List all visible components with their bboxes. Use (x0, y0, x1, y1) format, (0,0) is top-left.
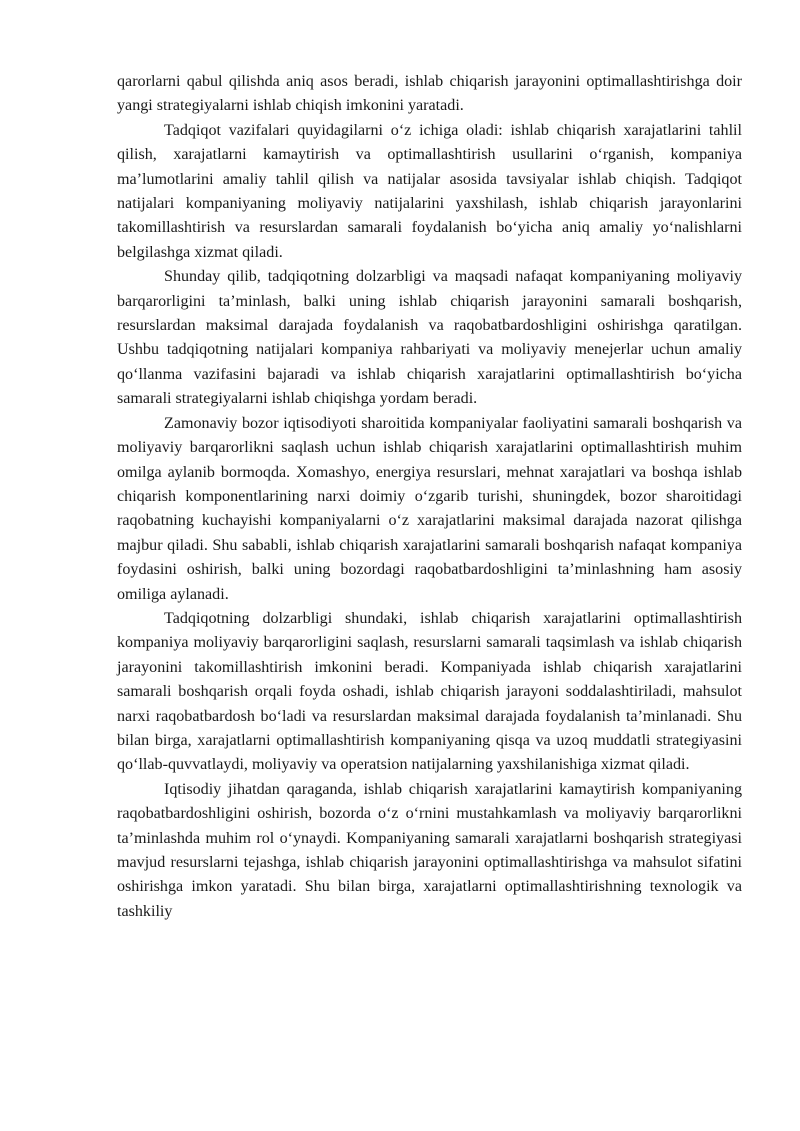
paragraph-5: Tadqiqotning dolzarbligi shundaki, ishlab chiqarish xarajatlarini optimallashtirish kompaniya moliyaviy barqarorligini saqlash, resurslarni samarali taqsimlash va ishlab chiqarish jarayonini takomillashtirish imkonini beradi. Kompaniyada ishlab chiqarish xarajatlarini samarali boshqarish orqali foyda oshadi, ishlab chiqarish jarayoni soddalashtiriladi, mahsulot narxi raqobatbardosh bo‘ladi va resurslardan maksimal darajada foydalanish ta’minlanadi. Shu bilan birga, xarajatlarni optimallashtirish kompaniyaning qisqa va uzoq muddatli strategiyasini qo‘llab-quvvatlaydi, moliyaviy va operatsion natijalarning yaxshilanishiga xizmat qiladi. (117, 609, 742, 774)
paragraph-4: Zamonaviy bozor iqtisodiyoti sharoitida kompaniyalar faoliyatini samarali boshqarish va moliyaviy barqarorlikni saqlash uchun ishlab chiqarish xarajatlarini optimallashtirish muhim omilga aylanib bormoqda. Xomashyo, energiya resurslari, mehnat xarajatlari va boshqa ishlab chiqarish komponentlarining narxi doimiy o‘zgarib turishi, shuningdek, bozor sharoitidagi raqobatning kuchayishi kompaniyalarni o‘z xarajatlarini maksimal darajada nazorat qilishga majbur qiladi. Shu sababli, ishlab chiqarish xarajatlarini samarali boshqarish nafaqat kompaniya foydasini oshirish, balki uning bozordagi raqobatbardoshligini ta’minlashning ham asosiy omiliga aylanadi. (117, 414, 742, 603)
paragraph-2: Tadqiqot vazifalari quyidagilarni o‘z ichiga oladi: ishlab chiqarish xarajatlarini tahlil qilish, xarajatlarni kamaytirish va optimallashtirish usullarini o‘rganish, kompaniya ma’lumotlarini amaliy tahlil qilish va natijalar asosida tavsiyalar ishlab chiqish. Tadqiqot natijalari kompaniyaning moliyaviy natijalarini yaxshilash, ishlab chiqarish jarayonlarini takomillashtirish va resurslardan samarali foydalanish bo‘yicha aniq amaliy yo‘nalishlarni belgilashga xizmat qiladi. (117, 121, 742, 261)
document-page (117, 70, 742, 924)
paragraph-6: Iqtisodiy jihatdan qaraganda, ishlab chiqarish xarajatlarini kamaytirish kompaniyaning raqobatbardoshligini oshirish, bozorda o‘z o‘rnini mustahkamlash va moliyaviy barqarorlikni ta’minlashda muhim rol o‘ynaydi. Kompaniyaning samarali xarajatlarni boshqarish strategiyasi mavjud resurslarni tejashga, ishlab chiqarish jarayonini optimallashtirishga va mahsulot sifatini oshirishga imkon yaratadi. Shu bilan birga, xarajatlarni optimallashtirishning texnologik va tashkiliy (117, 780, 742, 920)
paragraph-3: Shunday qilib, tadqiqotning dolzarbligi va maqsadi nafaqat kompaniyaning moliyaviy barqarorligini ta’minlash, balki uning ishlab chiqarish jarayonini samarali boshqarish, resurslardan maksimal darajada foydalanish va raqobatbardoshligini oshirishga qaratilgan. Ushbu tadqiqotning natijalari kompaniya rahbariyati va moliyaviy menejerlar uchun amaliy qo‘llanma vazifasini bajaradi va ishlab chiqarish xarajatlarini optimallashtirish bo‘yicha samarali strategiyalarni ishlab chiqishga yordam beradi. (117, 268, 742, 408)
paragraph-1: qarorlarni qabul qilishda aniq asos beradi, ishlab chiqarish jarayonini optimallashtirishga doir yangi strategiyalarni ishlab chiqish imkonini yaratadi. (117, 73, 742, 115)
